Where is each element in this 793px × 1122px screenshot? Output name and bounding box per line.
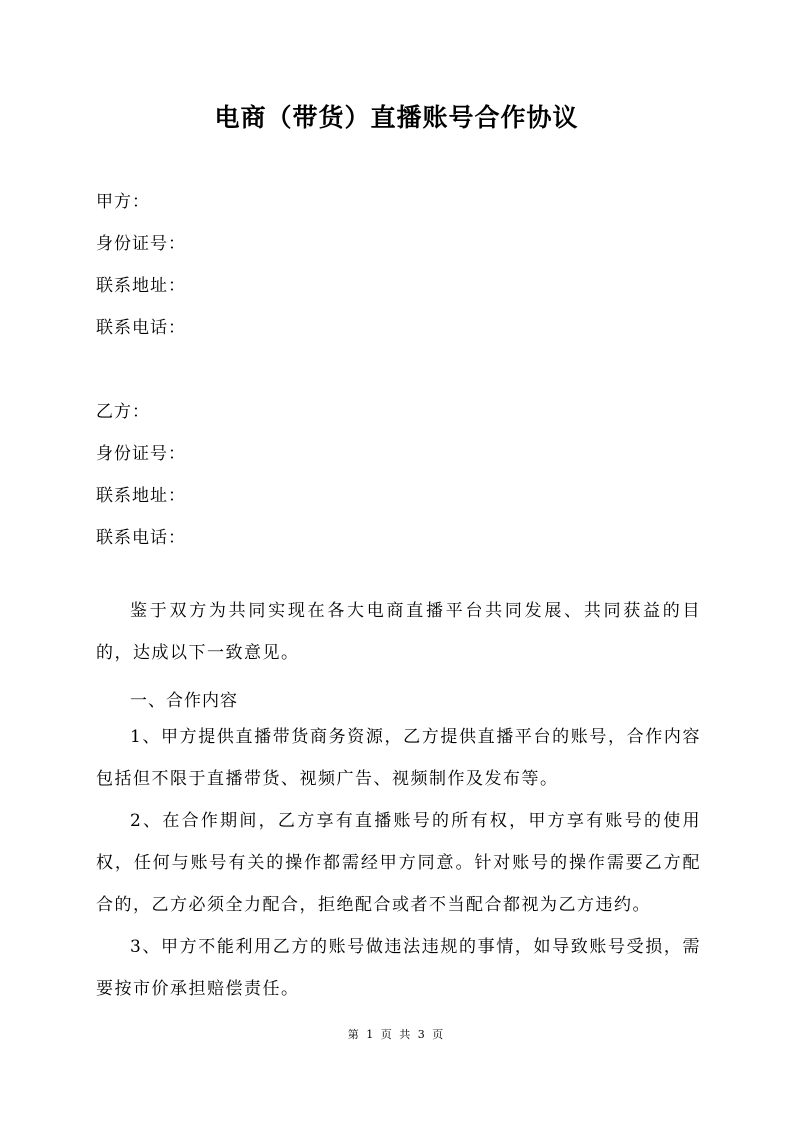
section-heading: 一、合作内容	[130, 691, 238, 711]
party-a-id-label: 身份证号：	[96, 234, 186, 254]
preamble-paragraph: 鉴于双方为共同实现在各大电商直播平台共同发展、共同获益的目的，达成以下一致意见。	[96, 601, 701, 663]
clause-2: 2、在合作期间，乙方享有直播账号的所有权，甲方享有账号的使用权，任何与账号有关的操作都需经甲方同意。针对账号的操作需要乙方配合的，乙方必须全力配合，拒绝配合或者不当配合都视为乙方违约。	[96, 811, 701, 915]
party-a-address-label: 联系地址：	[96, 276, 186, 296]
page-footer: 第 1 页 共 3 页	[347, 1028, 446, 1041]
clause-1: 1、甲方提供直播带货商务资源，乙方提供直播平台的账号，合作内容包括但不限于直播带货、视频广告、视频制作及发布等。	[96, 727, 701, 789]
party-b-address-label: 联系地址：	[96, 486, 186, 506]
document-title: 电商（带货）直播账号合作协议	[214, 103, 579, 132]
clause-3: 3、甲方不能利用乙方的账号做违法违规的事情，如导致账号受损，需要按市价承担赔偿责任。	[96, 937, 701, 999]
party-a-phone-label: 联系电话：	[96, 318, 186, 338]
party-b-id-label: 身份证号：	[96, 444, 186, 464]
party-b-name-label: 乙方：	[96, 402, 150, 422]
party-a-name-label: 甲方：	[96, 192, 150, 212]
party-b-phone-label: 联系电话：	[96, 528, 186, 548]
